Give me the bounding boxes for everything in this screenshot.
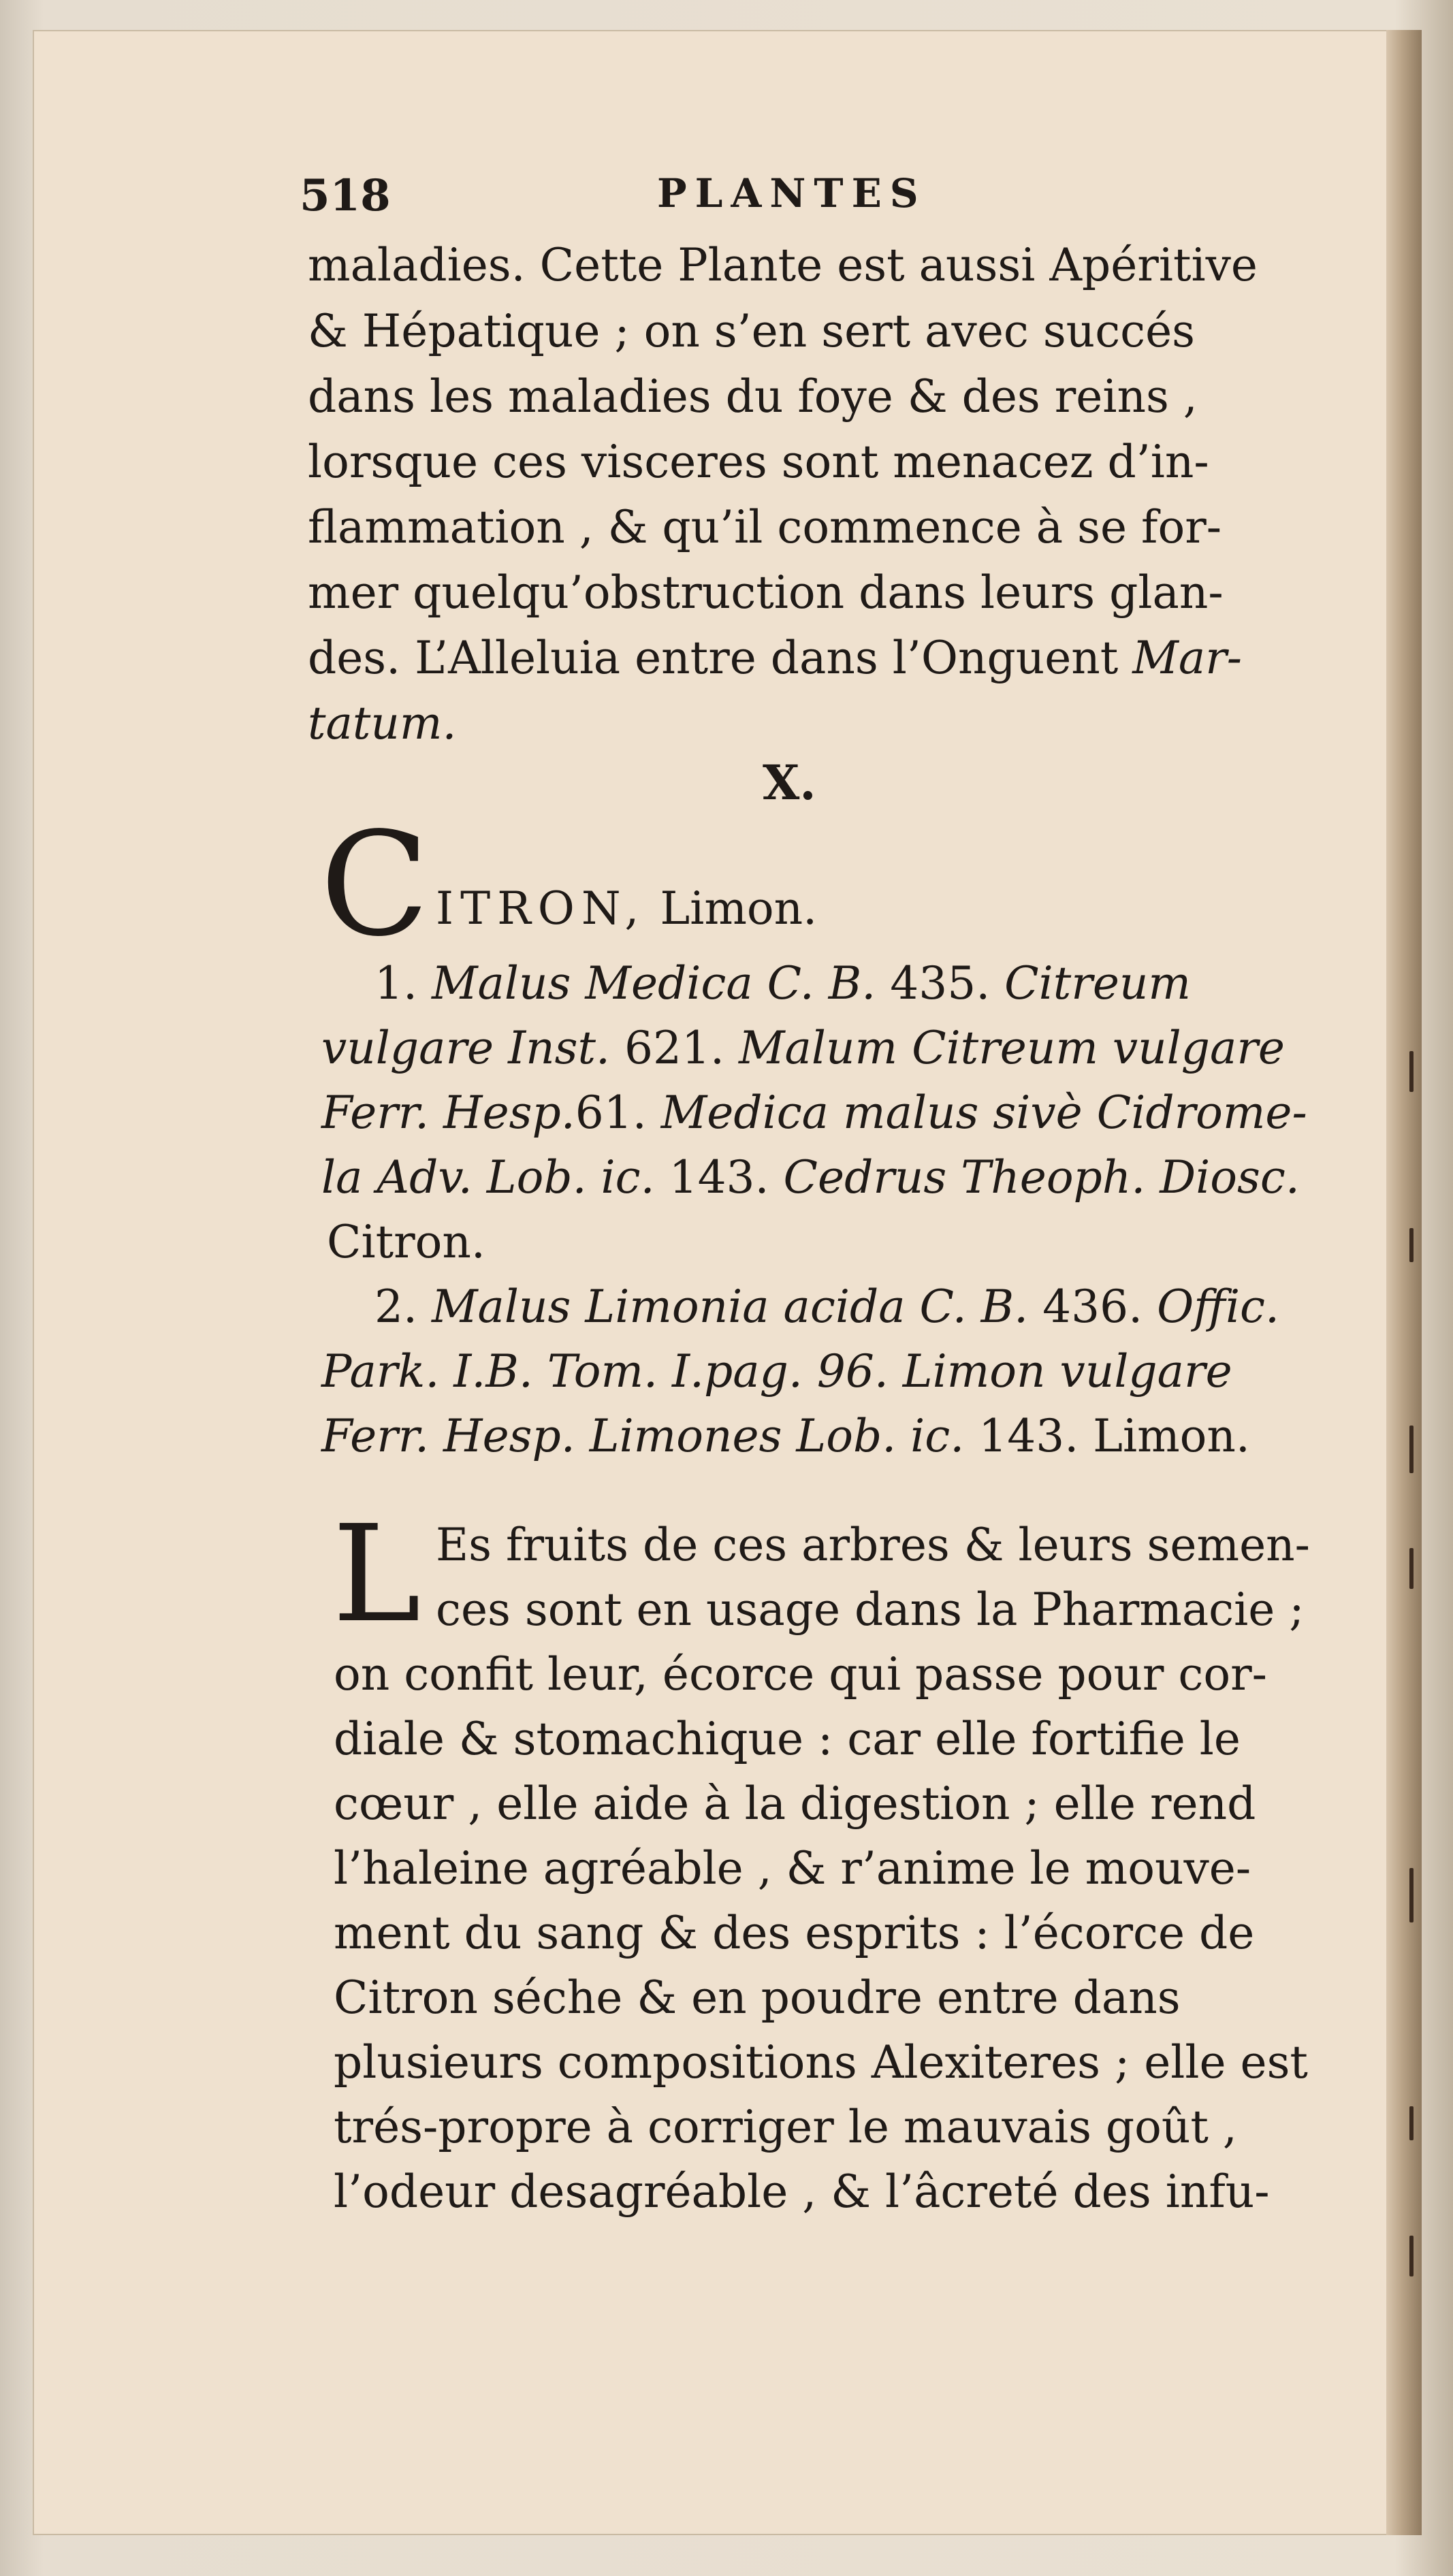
italic-segment: Citreum	[1004, 957, 1191, 1010]
text-segment: 143.	[654, 1151, 784, 1204]
italic-segment: Cedrus Theoph. Diosc.	[783, 1151, 1300, 1204]
text-line: flammation , & qu’il commence à se for-	[308, 501, 1222, 553]
text-line: cœur , elle aide à la digestion ; elle rend	[334, 1777, 1256, 1830]
text-line: tatum.	[308, 697, 457, 750]
italic-segment: Ferr. Hesp. Limones Lob. ic.	[321, 1410, 965, 1462]
text-line: ment du sang & des esprits : l’écorce de	[334, 1907, 1255, 1959]
synonym-line	[321, 1082, 1307, 1144]
synonym-line	[374, 1276, 1279, 1338]
italic-segment: Malus Limonia acida C. B.	[431, 1281, 1029, 1333]
text-line: diale & stomachique : car elle fortifie le	[334, 1713, 1241, 1765]
synonym-line: Park. I.B. Tom. I.pag. 96. Limon vulgare	[321, 1345, 1232, 1398]
synonym-line	[321, 1018, 1285, 1079]
italic-segment: Offic.	[1157, 1281, 1279, 1333]
text-line: & Hépatique ; on s’en sert avec succés	[308, 305, 1196, 357]
text-line: l’odeur desagréable , & l’âcreté des infu-	[334, 2166, 1270, 2218]
text-line: maladies. Cette Plante est aussi Apéritive	[308, 239, 1258, 291]
synonym-line	[321, 1147, 1300, 1208]
heading-line	[436, 878, 817, 939]
smallcaps-segment: ITRON,	[436, 882, 646, 935]
text-line: plusieurs compositions Alexiteres ; elle est	[334, 2036, 1308, 2089]
page-number: 518	[300, 170, 391, 221]
running-head	[272, 170, 1362, 231]
entry-number: 2.	[374, 1281, 417, 1333]
text-segment: Limon.	[645, 882, 818, 935]
text-segment: 61.	[575, 1086, 661, 1139]
synonym-line	[374, 953, 1191, 1014]
text-segment: 435.	[876, 957, 1005, 1010]
binding-marks	[1409, 30, 1418, 2535]
text-line: ces sont en usage dans la Pharmacie ;	[436, 1583, 1305, 1636]
binding-edge	[1386, 30, 1422, 2535]
italic-segment: Medica malus sivè Cidrome-	[660, 1086, 1307, 1139]
text-line: trés-propre à corriger le mauvais goût ,	[334, 2101, 1237, 2153]
italic-segment: Mar-	[1132, 632, 1243, 684]
italic-segment: Malus Medica C. B.	[431, 957, 876, 1010]
text-line: Es fruits de ces arbres & leurs semen-	[436, 1519, 1310, 1571]
text-line: mer quelqu’obstruction dans leurs glan-	[308, 566, 1224, 619]
synonym-line: Citron.	[327, 1216, 485, 1268]
section-heading: X.	[763, 754, 816, 811]
drop-cap: C	[320, 801, 430, 968]
italic-segment: la Adv. Lob. ic.	[321, 1151, 655, 1204]
text-segment: 621.	[610, 1022, 739, 1074]
running-title: PLANTES	[657, 170, 927, 216]
drop-cap: L	[332, 1497, 421, 1652]
text-segment: des. L’Alleluia entre dans l’Onguent	[308, 632, 1133, 684]
synonym-line	[321, 1406, 1250, 1467]
italic-segment: vulgare Inst.	[321, 1022, 611, 1074]
entry-number: 1.	[374, 957, 417, 1010]
text-line: dans les maladies du foye & des reins ,	[308, 370, 1198, 423]
text-line: on confit leur, écorce qui passe pour cor-	[334, 1648, 1267, 1701]
text-segment: 143. Limon.	[964, 1410, 1250, 1462]
text-line	[308, 628, 1242, 689]
text-segment: 436.	[1028, 1281, 1157, 1333]
text-line: Citron séche & en poudre entre dans	[334, 1971, 1181, 2024]
italic-segment: Malum Citreum vulgare	[738, 1022, 1285, 1074]
italic-segment: Ferr. Hesp.	[321, 1086, 575, 1139]
text-line: lorsque ces visceres sont menacez d’in-	[308, 436, 1209, 488]
text-line: l’haleine agréable , & r’anime le mouve-	[334, 1842, 1251, 1895]
